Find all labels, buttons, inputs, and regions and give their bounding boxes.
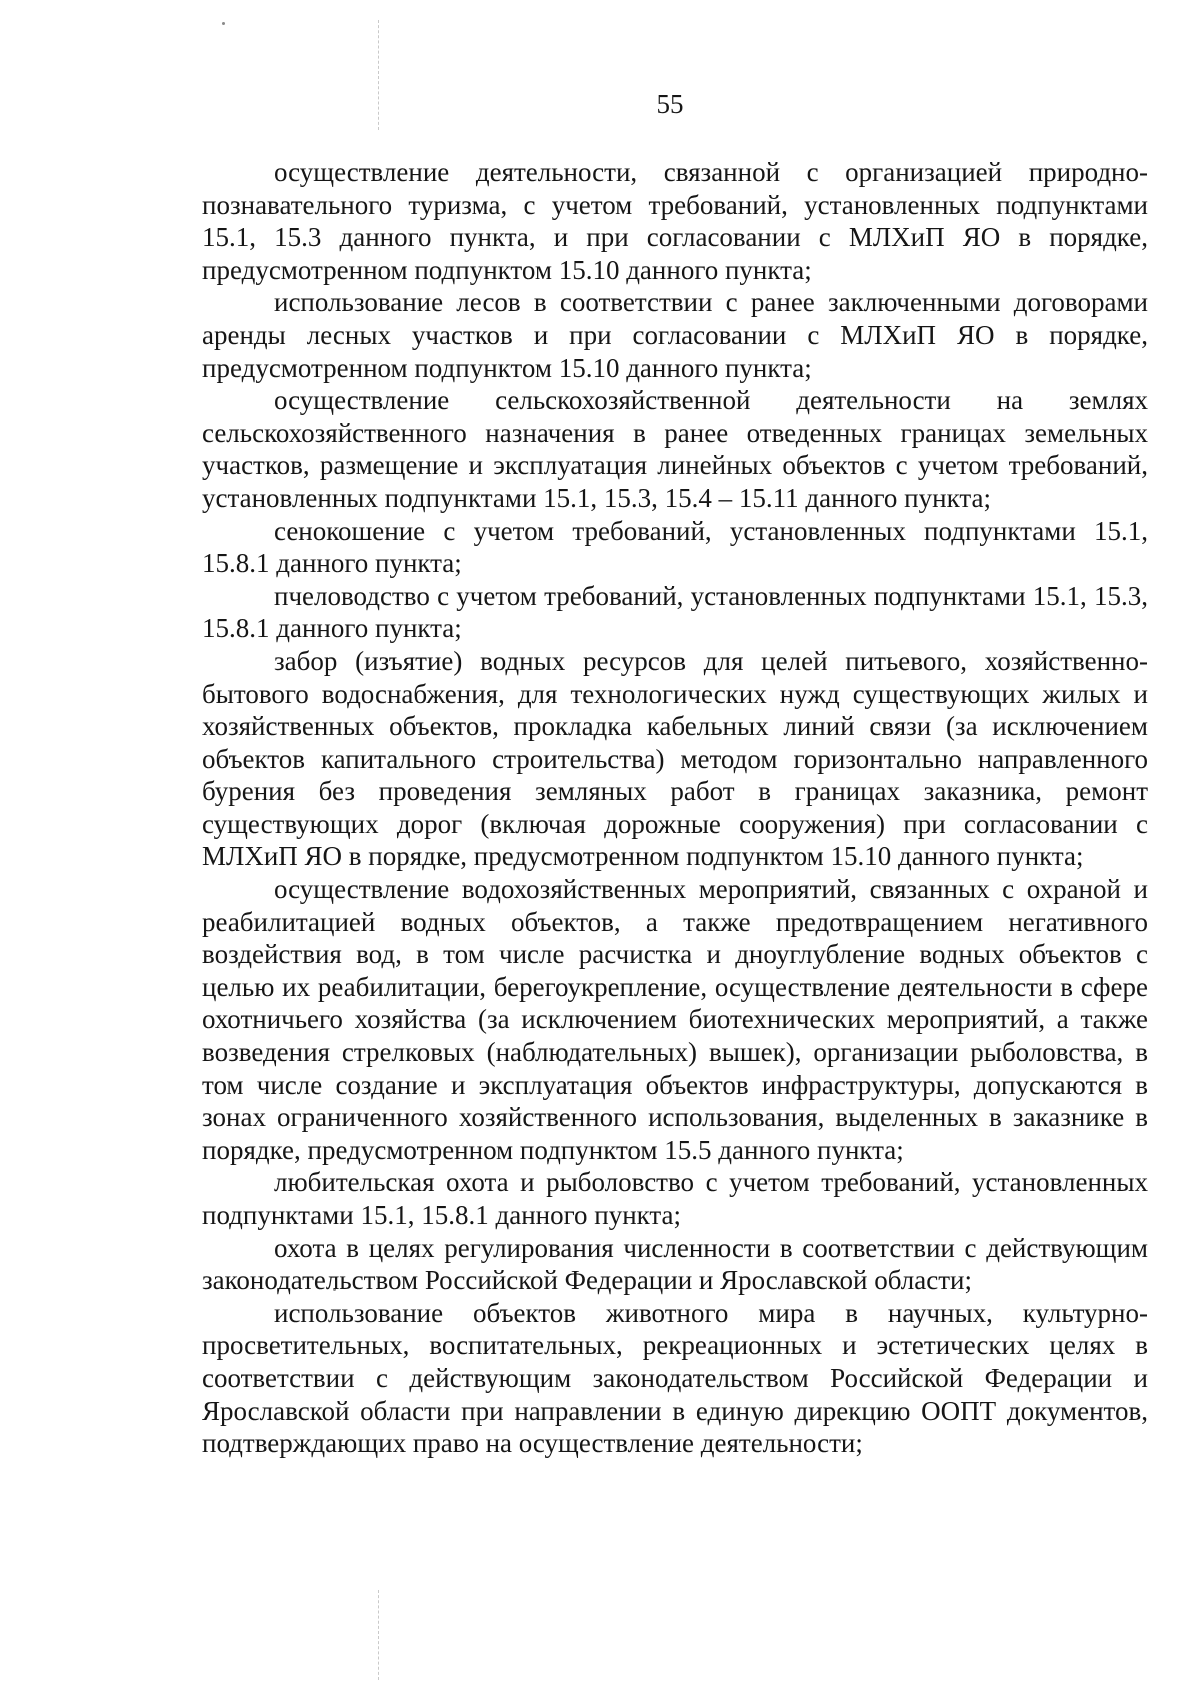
scan-artifact-line <box>378 1590 379 1680</box>
paragraph: охота в целях регулирования численности в соответствии с действующим законодательством Российской Федерации и Ярославской области; <box>202 1232 1148 1296</box>
paragraph: осуществление водохозяйственных мероприятий, связанных с охраной и реабилитацией водных объектов, а также предотвращением негативного воздействия вод, в том числе расчистка и дноуглубление водных объектов с целью их реабилитации, берегоукрепление, осуществление деятельности в сфере охотничьего хозяйства (за исключением биотехнических мероприятий, а также возведения стрелковых (наблюдательных) вышек), организации рыболовства, в том числе создание и эксплуатация объектов инфраструктуры, допускаются в зонах ограниченного хозяйственного использования, выделенных в заказнике в порядке, предусмотренном подпунктом 15.5 данного пункта; <box>202 874 1148 1165</box>
paragraph: использование объектов животного мира в научных, культурно-просветительных, воспитательных, рекреационных и эстетических целях в соответствии с действующим законодательством Российской Федерации и Ярославской области при направлении в единую дирекцию ООПТ документов, подтверждающих право на осуществление деятельности; <box>202 1297 1148 1459</box>
page-number: 55 <box>656 89 684 119</box>
paragraph: сенокошение с учетом требований, установленных подпунктами 15.1, 15.8.1 данного пункта; <box>202 515 1148 579</box>
paragraph: осуществление сельскохозяйственной деятельности на землях сельскохозяйственного назначения в ранее отведенных границах земельных участков, размещение и эксплуатация линейных объектов с учетом требований, установленных подпунктами 15.1, 15.3, 15.4 – 15.11 данного пункта; <box>202 385 1148 513</box>
paragraph: пчеловодство с учетом требований, установленных подпунктами 15.1, 15.3, 15.8.1 данного пункта; <box>202 580 1148 644</box>
scan-speck <box>222 22 225 25</box>
paragraph: использование лесов в соответствии с ранее заключенными договорами аренды лесных участков и при согласовании с МЛХиП ЯО в порядке, предусмотренном подпунктом 15.10 данного пункта; <box>202 287 1148 383</box>
paragraph: любительская охота и рыболовство с учетом требований, установленных подпунктами 15.1, 15.8.1 данного пункта; <box>202 1167 1148 1230</box>
paragraph: осуществление деятельности, связанной с организацией природно-познавательного туризма, с учетом требований, установленных подпунктами 15.1, 15.3 данного пункта, и при согласовании с МЛХиП ЯО в порядке, предусмотренном подпунктом 15.10 данного пункта; <box>202 157 1148 285</box>
document-body <box>202 156 1148 1460</box>
paragraph: забор (изъятие) водных ресурсов для целей питьевого, хозяйственно-бытового водоснабжения, для технологических нужд существующих жилых и хозяйственных объектов, прокладка кабельных линий связи (за исключением объектов капитального строительства) методом горизонтально направленного бурения без проведения земляных работ в границах заказника, ремонт существующих дорог (включая дорожные сооружения) при согласовании с МЛХиП ЯО в порядке, предусмотренном подпунктом 15.10 данного пункта; <box>202 645 1148 872</box>
